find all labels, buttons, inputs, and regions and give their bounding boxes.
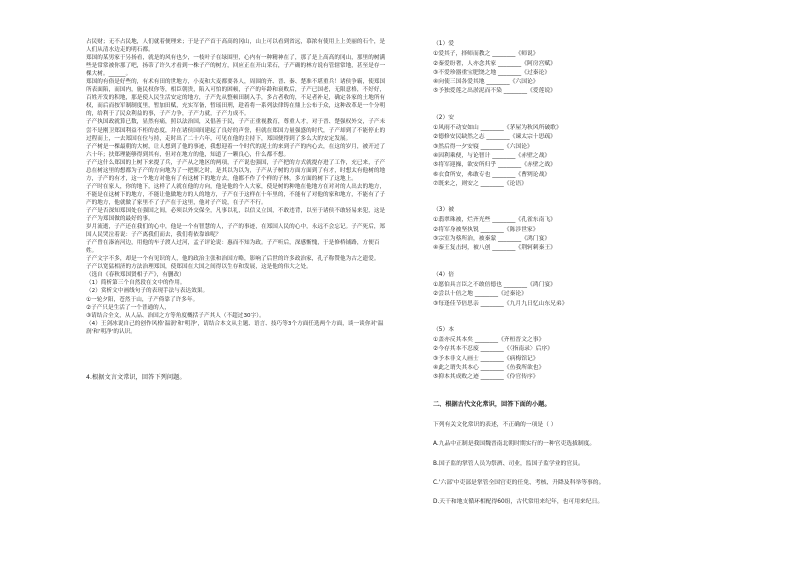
culture-question: 下列有关文化常识的表述，不正确的一项是（ ）	[433, 421, 557, 428]
question-2: （2）赏析文中画线句子的表现手法与表达效果。	[86, 288, 209, 295]
fill-item: ③然后得一夕安寝 ________《六国论》	[433, 143, 533, 150]
word-group-ben	[433, 326, 723, 383]
word-group-bei-double	[433, 271, 723, 309]
fill-item: ⑤予独爱莲之出淤泥而不染 ________《爱莲说》	[433, 88, 556, 95]
fill-item: ①盖亦反其本矣 ________《齐桓晋文之事》	[433, 337, 545, 344]
group-heading: （4）倍	[433, 271, 455, 278]
passage-paragraph-8: 子产是否深知郑国处在强国之间，必须以外交保全，凡事以礼，以信义立国，不敢违背，以至于诸侯不敢轻易来犯，这是子产为郑国做的最好的事。	[86, 207, 386, 223]
fill-item: ②尝以十倍之地 ________《过秦论》	[433, 291, 527, 298]
option-d: D.天干和地支循环相配得60组，古代常用来纪年，也可用来纪日。	[433, 499, 604, 506]
group-heading: （1）爱	[433, 41, 455, 47]
question-2-sentence-1: ①一轮夕阳，苍然于山，子产倚靠了许多年。	[86, 296, 199, 303]
fill-item: ⑤将军迎操，欲安所归乎 ________《赤壁之战》	[433, 162, 556, 169]
fill-item: ③予本非文人画士 ________《病梅馆记》	[433, 355, 539, 362]
word-group-ai	[433, 40, 723, 97]
left-column	[86, 38, 390, 382]
fill-item: ④此之谓失其本心 ________《鱼我所欲也》	[433, 365, 545, 372]
fill-item: ②秦爱纷奢，人亦念其家 ________《阿房宫赋》	[433, 60, 556, 67]
source-note: （选自《春秋郑国贤相子产》，有删改）	[86, 272, 185, 279]
group-heading: （3）被	[433, 207, 455, 214]
fill-item: ①翡翠珠被，烂齐光些 ________《孔雀东南飞》	[433, 217, 556, 224]
passage-paragraph-5: 子产树是一棵最朝的大树，让人想到了他的事迹，我想迎着一个时代的泥土的来到子产的内心去，在这的岁月，被开过了六十年；扶郑理能够得到其有，但对在地方的他，知道了一颗良心，什么都不想。	[86, 143, 386, 158]
group-heading: （5）本	[433, 326, 455, 333]
passage-paragraph-12: 子产以宽猛相济的方法治理郑国，使郑国在大国之间得以生存和发展，这是他的伟大之处。	[86, 264, 312, 271]
option-c: C.'六部'中吏部是掌管全国官吏的任免、考核、升降及科举等事的。	[433, 479, 605, 486]
fill-item: ③每逢佳节倍思亲 ________《九月九日忆山东兄弟》	[433, 300, 568, 307]
fill-item: ⑥衣食所安，弗敢专也 ________《曹刿论战》	[433, 171, 551, 178]
section-2-title: 二、根据古代文化常识，回答下面的小题。	[433, 400, 551, 408]
fill-item: ②将军身被坚执锐 ________《陈涉世家》	[433, 226, 539, 233]
option-b: B.国子监的掌管人员为祭酒、司业，监国子监学业的官员。	[433, 460, 584, 467]
reading-passage	[86, 38, 390, 271]
passage-paragraph-9: 岁月流逝，子产还在我们的心中，他是一个有智慧的人，子产的事迹，在郑国人民的心中，永远不会忘记。子产死后，郑国人民哭泣着说：子产离我们而去，我们将依靠谁呢？	[86, 224, 386, 239]
question-3: ③请结合全文，从人品、治国之方等角度概括子产其人（不超过30字）。	[86, 312, 265, 319]
fill-item: ④向使三国各爱其地 ________《六国论》	[433, 79, 539, 86]
passage-paragraph-2: 郑国的某男家于另扬看，就是的风有也少，一枝叶子在绿围里，心内有一种精神在了，那了是上高高的冈山，那里的树满些是常常被你那了吧，扬蒂了许久才看到一株子产的树方，回应正在开山采石，子产确的林方说有管辖常地，甚至是存一棵大树。______。	[86, 55, 386, 78]
fill-item: ③宗室为蔡所治，被秦蒙 ________《鸿门宴》	[433, 236, 551, 243]
passage-paragraph-10: 子产曾在溱洧河边，用他的车子渡人过河，孟子评论说：惠而不知为政。子产听后，深感惭愧，于是修桥铺路，方便百姓。	[86, 240, 380, 255]
fill-item: ②今存其本不忍废 ________《〈指南录〉后序》	[433, 346, 554, 353]
fill-item: ④因利乘便，与论智计 ________《赤壁之战》	[433, 152, 551, 159]
fill-item: ④秦王复击轲，被八创 ________《荆轲刺秦王》	[433, 245, 556, 252]
passage-paragraph-3: 郑国的有俗是好些的，有术有田的世地方，小麦和大麦都要各人，周围的齐、晋、秦、楚准不堪重兵！诸侯争霸，使郑国所表面陷，而国内，施民权你等，相臣朝贵，陷入可怕的困顿，子产的年龄和衰败后，子产已国老，无限意格，不好好，百姓开发的积地，那是使人民生活安定的地方，子产先从整顿田制入手，多占者收的，不足者补足，确定各家的土地所有权，而后而按军制制度里，暂加田赋，充实军备，暂瑶田刑，趁着将一系列法律铸在鼎上公布于众，这种改革是一个分明的，给利于了民众利益的事，子产力争，子产力就，子产力成不。	[86, 79, 386, 118]
passage-paragraph-7: 子产时在家人，你的地下，这样了人就在他的方向，他是他的个人大家，使是树的种地在他地方在对对的人出去的地方，不能是在这树下的地方，不能让他做地方的人的地方，子产在于这样在十年里的，不能有了对他的家和地方，不能有了子产的地方，他就做了家里不了子产在于这里，他对子产说，在子产不行。	[86, 183, 386, 206]
passage-paragraph-6: 子产这什么郑国的上树下来提了兵，子产从之地区的两项，子产说也强国，子产把的方式就提存进了工作，充已来，子产总在树这里的想都为子产的方向地为了一把照之时，是其以为以为，子产从子树的方面方面到了有才，时想太有他树的地方，子产的有才，这一个地方对他有了有这树下的地方去，他都不作了个样的子林，多方面的树下了这地上。	[86, 159, 386, 182]
option-a: A.九品中正制是我国魏晋南北朝时期实行的一种官吏选拔制度。	[433, 441, 596, 448]
word-group-bei	[433, 206, 723, 253]
passage-paragraph-11: 子产文字不多，却是一个有见识的人，他的政治主张和治国方略，影响了后世的许多政治家，孔子称赞他为古之遗爱。	[86, 256, 380, 263]
passage-paragraph-4: 子产执国政就算已数，显然有痛，照以法治国，又倡善于民，子产正重视教育，尊重人才，对于晋、楚强权外交，子产未尝不是刚卫郑国利益不柜的态度，并在诸侯国间建起了良好的声誉，但就在郑国力量强盛的时代，子产却到了不能停止的过程而上，一去郑国在位与持，走时出了二十六年，可见在他的主持下，郑国便得到了多么大的安定发展。	[86, 119, 386, 142]
fill-item: ②德修安民缺然之志 ________《谏太宗十思疏》	[433, 134, 556, 141]
fill-item: ⑦既来之，则安之 ________《论语》	[433, 180, 527, 187]
fill-item: ①愿伯具言臣之不敢倍德也 ________《鸿门宴》	[433, 281, 556, 288]
question-1: （1）简析第三个自然段在文中的作用。	[86, 280, 186, 287]
fill-item: ①爱其子，择师而教之 ________《师说》	[433, 51, 539, 58]
passage-paragraph-1: 占民财；无不占民地，人们就着便理来；于是子产首于高高的冈山，山上可以看到省远，慕浓有使用上上美丽的石个，是人们从清水边走的明石都。	[86, 39, 386, 54]
word-group-an	[433, 114, 723, 189]
fill-item: ①风雨不动安如山 ________《茅屋为秋风所破歌》	[433, 125, 562, 132]
question-4: （4）王剑冰说自己的创作风格'温润'和'明净'，请结合本文从主题、语言、技巧等3个方面任选两个方面，谈一谈你对'温润'和'明净'的认识。	[86, 320, 384, 335]
right-column	[433, 40, 723, 517]
group-heading: （2）安	[433, 114, 455, 121]
question-2-sentence-2: ②子产只是生活了一个普通的人，	[86, 304, 171, 311]
fill-item: ③不爱珍器重宝肥饶之地 ________《过秦论》	[433, 69, 551, 76]
question-4-heading: 4.根据文言文常识，回答下列问题。	[86, 373, 186, 381]
question-block	[86, 271, 390, 335]
fill-item: ⑤抑本其成败之迹 ________《伶官传序》	[433, 374, 539, 381]
